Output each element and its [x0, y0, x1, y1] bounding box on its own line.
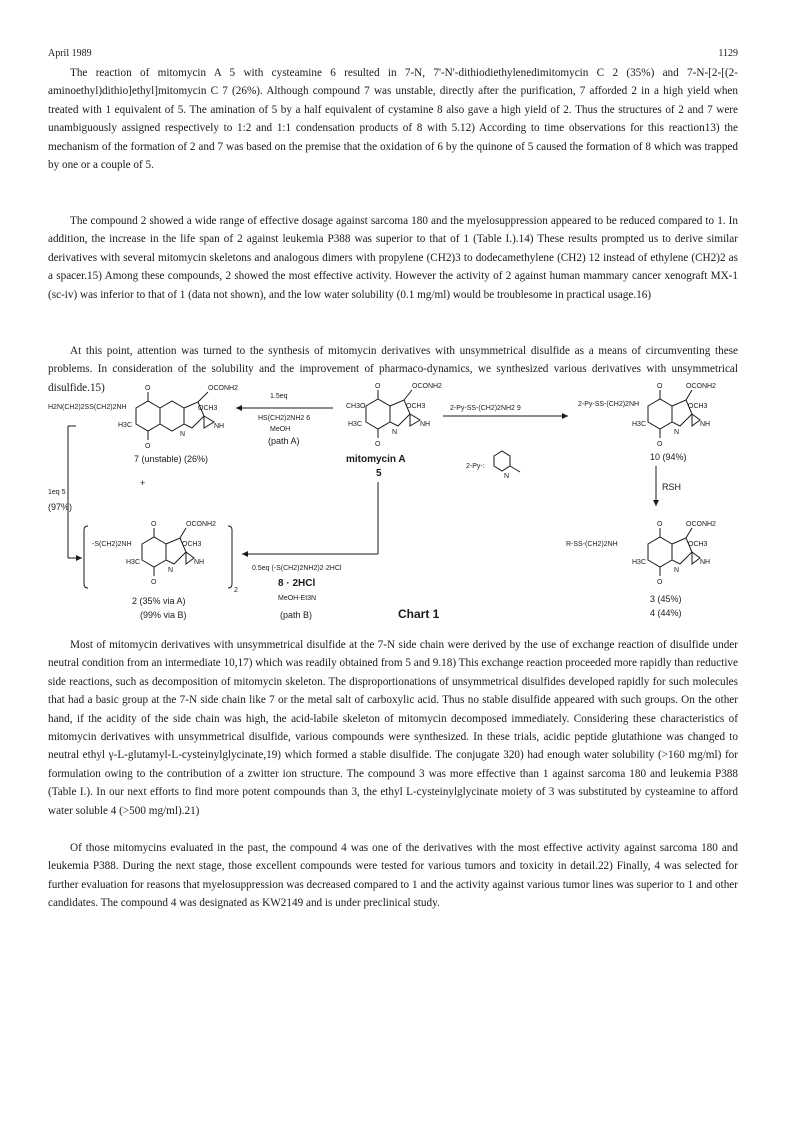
scheme-label: H3C: [632, 421, 647, 428]
scheme-label: OCONH2: [208, 385, 238, 392]
scheme-label: HS(CH2)2NH2 6: [258, 415, 311, 422]
arrow-to-10: [443, 405, 568, 480]
compound-10-label: 10 (94%): [650, 452, 687, 462]
scheme-label: O: [145, 385, 151, 392]
scheme-label: O: [375, 441, 381, 448]
scheme-label: NH: [420, 421, 431, 428]
scheme-label: 0.5eq (-S(CH2)2NH2)2·2HCl: [252, 565, 342, 572]
structure-mitomycin-a: [346, 383, 442, 479]
mitomycin-a-number: 5: [376, 468, 382, 479]
paragraph-5: Of those mitomycins evaluated in the past, the compound 4 was one of the derivatives with the most effective activity against sarcoma 180 and leukemia P388. During the next stage, those excellent compounds were tested for various tumors and toxicity in detail.22) Finally, 4 was selected for further evaluation for reasons that myelosuppression was decreased compared to 1 and the activity against various tumor lines was superior to 1 and other candidates. The compound 4 was designated as KW2149 and is under preclinical study.: [48, 842, 738, 910]
page-header: [48, 48, 738, 62]
scheme-label: N: [392, 429, 398, 436]
reaction-scheme-svg: [48, 378, 738, 630]
structure-2: [84, 521, 238, 620]
compound-2-label-a: 2 (35% via A): [132, 596, 186, 606]
paragraph-2: The compound 2 showed a wide range of effective dosage against sarcoma 180 and the myelosuppression appeared to be reduced compared to 1. In addition, the increase in the life span of 2 against leukemia P388 was superior to that of 1 (Table I.).14) These results prompted us to derive similar derivatives with several mitomycin skeletons and analogous dimers with propylene (CH2)3 to dodecamethylene (CH2) 12 instead of ethylene (CH2)2 as a spacer.15) Among these compounds, 2 showed the most effective activity. However the activity of 2 against human mammary cancer xenograft MX-1 (sc-iv) was inferior to that of 1 (data not shown), and the low water solubility (0.1 mg/ml) would be troublesome in practical usage.16): [48, 215, 738, 301]
scheme-label: RSH: [662, 482, 682, 492]
scheme-label: N: [674, 429, 680, 436]
scheme-label: OCH3: [688, 403, 708, 410]
scheme-label: OCH3: [688, 541, 708, 548]
scheme-label: 8 · 2HCl: [278, 578, 316, 589]
scheme-label: O: [375, 383, 381, 390]
scheme-label: NH: [194, 559, 205, 566]
scheme-label: NH: [700, 559, 711, 566]
scheme-label: OCONH2: [686, 383, 716, 390]
chart-label: Chart 1: [398, 607, 440, 621]
scheme-label: NH: [700, 421, 711, 428]
scheme-label: 1eq 5: [48, 489, 66, 496]
scheme-label: N: [504, 473, 510, 480]
scheme-label: R-SS-(CH2)2NH: [566, 541, 618, 548]
scheme-label: (97%): [48, 502, 73, 512]
scheme-label: OCONH2: [686, 521, 716, 528]
compound-3-label: 3 (45%): [650, 594, 682, 604]
scheme-label: 2: [234, 587, 238, 594]
scheme-label: OCONH2: [186, 521, 216, 528]
paragraph-3: At this point, attention was turned to the synthesis of mitomycin derivatives with unsymmetrical disulfide as a means of circumventing these problems. In consideration of the solubility and the improvement of pharmaco-dynamics, we synthesized various derivatives with unsymmetrical disulfide.15): [48, 345, 738, 394]
compound-7-label: 7 (unstable) (26%): [134, 454, 209, 464]
scheme-label: OCH3: [182, 541, 202, 548]
scheme-label: O: [657, 441, 663, 448]
scheme-label: N: [674, 567, 680, 574]
scheme-label: O: [657, 383, 663, 390]
chart-1-scheme: [48, 378, 738, 630]
compound-4-label: 4 (44%): [650, 608, 682, 618]
scheme-label: O: [657, 579, 663, 586]
scheme-label: +: [140, 478, 146, 488]
scheme-label: 2-Py-:: [466, 463, 485, 470]
structure-10: [578, 383, 716, 462]
scheme-label: OCH3: [198, 405, 218, 412]
paragraph-4: Most of mitomycin derivatives with unsymmetrical disulfide at the 7-N side chain were derived by the use of exchange reaction of disulfide under neutral condition from an intermediate 10,17) which was readily obtained from 5 and 9.18) This exchange reaction proceeded more rapidly than reductive side reactions, such as decomposition of mitomycin skeleton. The disproportionations of unsymmetrical disulfides developed rapidly for such molecules that had a basic group at the 7-N side chain like 7 or the metal salt of carboxylic acid. Thus no stable disulfide appeared with such groups. On the other hand, if the acidity of the side chain was high, the acid-labile skeleton of mitomycin decomposed immediately. Considering these characteristics of mitomycin derivatives with unsymmetrical disulfide, various compounds were synthesized. In these trials, acidic peptide glutathione was changed to neutral ethyl γ-L-glutamyl-L-cysteinylglycinate,19) which formed a stable disulfide. The conjugate 320) had enough water solubility (>160 mg/ml) for formulation owing to the contribution of a zwitter ion structure. The compound 3 was more effective than 1 against sarcoma 180 and leukemia P388 (Table I.). In our next efforts to find more potent compounds than 3, the ethyl L-cysteinylglycinate moiety of 3 was substituted by cysteamine to afford water soluble 4 (>500 mg/ml).21): [48, 639, 738, 817]
header-date: April 1989: [48, 48, 92, 59]
structure-7: [48, 385, 238, 464]
scheme-label: O: [145, 443, 151, 450]
scheme-label: H3C: [632, 559, 647, 566]
scheme-label: H3C: [118, 422, 133, 429]
scheme-label: O: [657, 521, 663, 528]
scheme-label: -S(CH2)2NH: [92, 541, 132, 548]
side-chain-7: H2N(CH2)2SS(CH2)2NH: [48, 404, 127, 411]
paragraph-1: The reaction of mitomycin A 5 with cysteamine 6 resulted in 7-N, 7'-N'-dithiodiethylenedimitomycin C 2 (35%) and 7-N-[2-[(2-aminoethyl)dithio]ethyl]mitomycin C 7 (26%). Although compound 7 was unstable, directly after the purification, 7 afforded 2 in a high yield when treated with 1 equivalent of 5. The amination of 5 by a half equivalent of cystamine 8 also gave a high yield of 2. Thus the structures of 2 and 7 were unambiguously assigned respectively to 1:2 and 1:1 condensation products of 8 with 5.12) According to time observations for this reaction13) the mechanism of the formation of 2 and 7 was based on the premise that the oxidation of 6 by the quinone of 5 caused the formation of 8 which was trapped by one or a couple of 5.: [48, 67, 738, 172]
mitomycin-a-label: mitomycin A: [346, 454, 406, 465]
path-a-arrow: [236, 393, 333, 446]
scheme-label: (path A): [268, 436, 300, 446]
scheme-label: N: [180, 431, 186, 438]
header-page-number: 1129: [718, 48, 738, 59]
scheme-label: H3C: [348, 421, 363, 428]
compound-2-label-b: (99% via B): [140, 610, 187, 620]
scheme-label: MeOH-Et3N: [278, 595, 317, 602]
path-b-arrow: [242, 482, 440, 621]
scheme-label: OCH3: [406, 403, 426, 410]
scheme-label: N: [168, 567, 174, 574]
scheme-label: NH: [214, 423, 225, 430]
scheme-label: MeOH: [270, 426, 291, 433]
arrow-rsh: [653, 466, 681, 506]
scheme-label: (path B): [280, 610, 313, 620]
scheme-label: O: [151, 579, 157, 586]
scheme-label: CH3O: [346, 403, 366, 410]
structure-3-4: [566, 521, 716, 618]
scheme-label: OCONH2: [412, 383, 442, 390]
scheme-label: 1.5eq: [270, 393, 288, 400]
scheme-label: 2-Py-SS-(CH2)2NH: [578, 401, 640, 408]
scheme-label: O: [151, 521, 157, 528]
scheme-label: H3C: [126, 559, 141, 566]
scheme-label: 2-Py-SS-(CH2)2NH2 9: [450, 405, 521, 412]
